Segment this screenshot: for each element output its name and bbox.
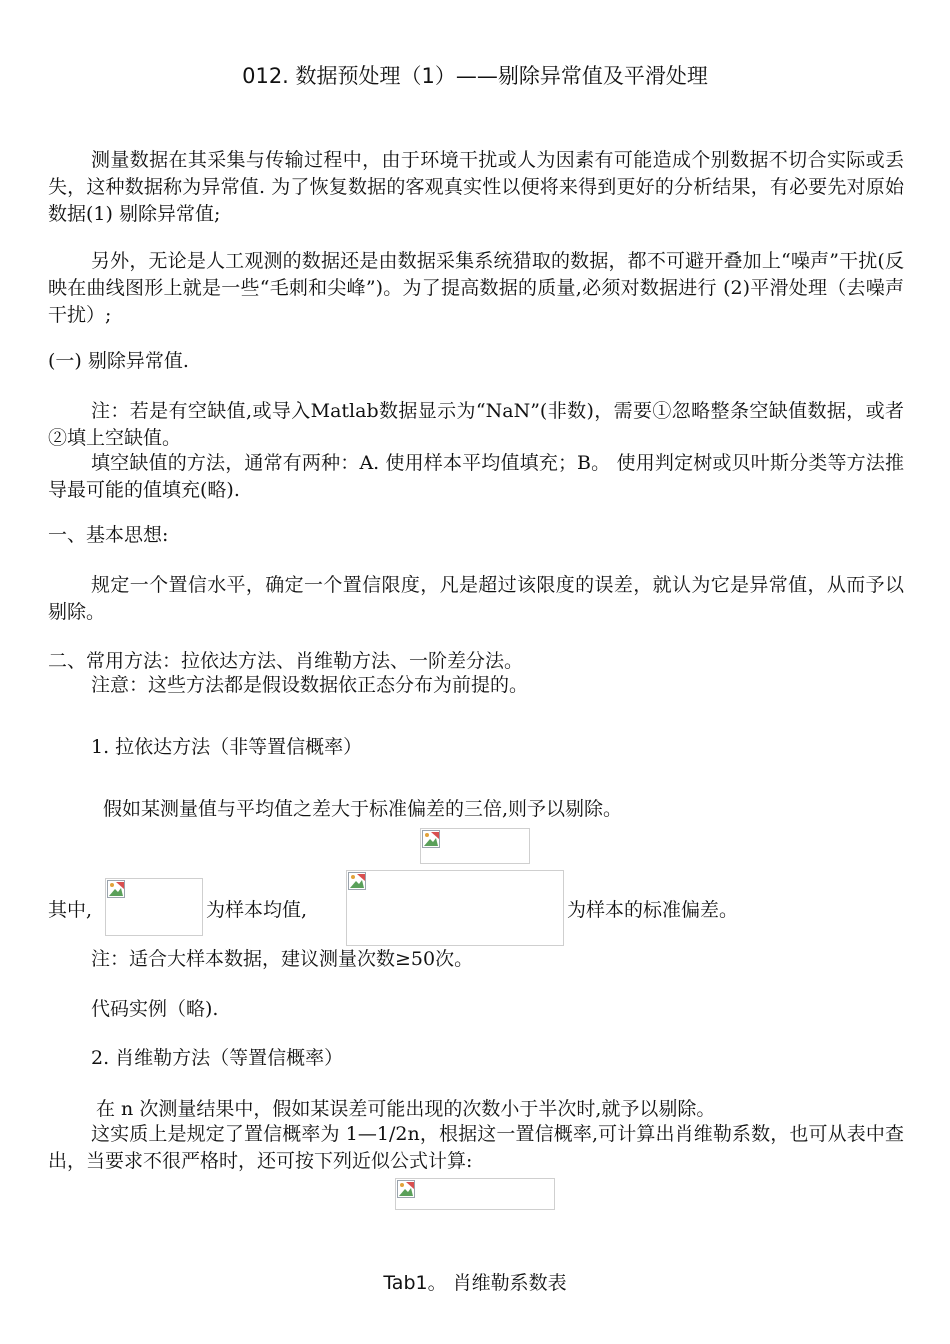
assumption-note: 注意：这些方法都是假设数据依正态分布为前提的。 [91,674,529,696]
method1-title: 1. 拉依达方法（非等置信概率） [91,736,363,758]
broken-image-icon [422,830,440,848]
formula-image-chauvenet [395,1178,555,1210]
where-mid: 为样本均值, [206,899,308,921]
noise-paragraph: 另外，无论是人工观测的数据还是由数据采集系统猎取的数据，都不可避开叠加上“噪声”干扰(反映在曲线图形上就是一些“毛刺和尖峰”)。为了提高数据的质量,必须对数据进行 (2)平滑处理（去噪声干扰）; [48,250,904,326]
section-heading-remove-outliers: (一) 剔除异常值. [48,350,189,372]
broken-image-icon [348,872,366,890]
fill-method-note: 填空缺值的方法，通常有两种：A. 使用样本平均值填充；B。 使用判定树或贝叶斯分类等方法推导最可能的值填充(略). [48,452,904,501]
where-suffix: 为样本的标准偏差。 [567,899,739,921]
method1-rule: 假如某测量值与平均值之差大于标准偏差的三倍,则予以剔除。 [103,798,623,820]
sample-size-note: 注：适合大样本数据，建议测量次数≥50次。 [91,948,474,970]
method2-rule: 在 n 次测量结果中，假如某误差可能出现的次数小于半次时,就予以剔除。 [96,1098,716,1120]
page-title: 012. 数据预处理（1）——剔除异常值及平滑处理 [242,64,708,88]
section-heading-basic-idea: 一、基本思想: [48,524,169,546]
formula-image-std-dev [346,870,564,946]
broken-image-icon [107,880,125,898]
table-caption: Tab1。 肖维勒系数表 [383,1272,567,1294]
basic-idea-paragraph: 规定一个置信水平，确定一个置信限度，凡是超过该限度的误差，就认为它是异常值，从而予以剔除。 [48,574,904,623]
method2-paragraph: 这实质上是规定了置信概率为 1—1/2n，根据这一置信概率,可计算出肖维勒系数，也可从表中查出，当要求不很严格时，还可按下列近似公式计算: [48,1123,904,1172]
formula-image-sample-mean [105,878,203,936]
where-prefix: 其中, [48,899,93,921]
code-example-note: 代码实例（略). [91,998,219,1020]
broken-image-icon [397,1180,415,1198]
missing-value-note: 注：若是有空缺值,或导入Matlab数据显示为“NaN”(非数)，需要①忽略整条空缺值数据，或者②填上空缺值。 [48,400,904,449]
formula-image-3sigma [420,828,530,864]
intro-paragraph: 测量数据在其采集与传输过程中，由于环境干扰或人为因素有可能造成个别数据不切合实际或丢失，这种数据称为异常值. 为了恢复数据的客观真实性以便将来得到更好的分析结果，有必要先对原始数据(1) 剔除异常值; [48,149,904,225]
section-heading-common-methods: 二、常用方法：拉依达方法、肖维勒方法、一阶差分法。 [48,650,524,672]
method2-title: 2. 肖维勒方法（等置信概率） [91,1047,344,1069]
